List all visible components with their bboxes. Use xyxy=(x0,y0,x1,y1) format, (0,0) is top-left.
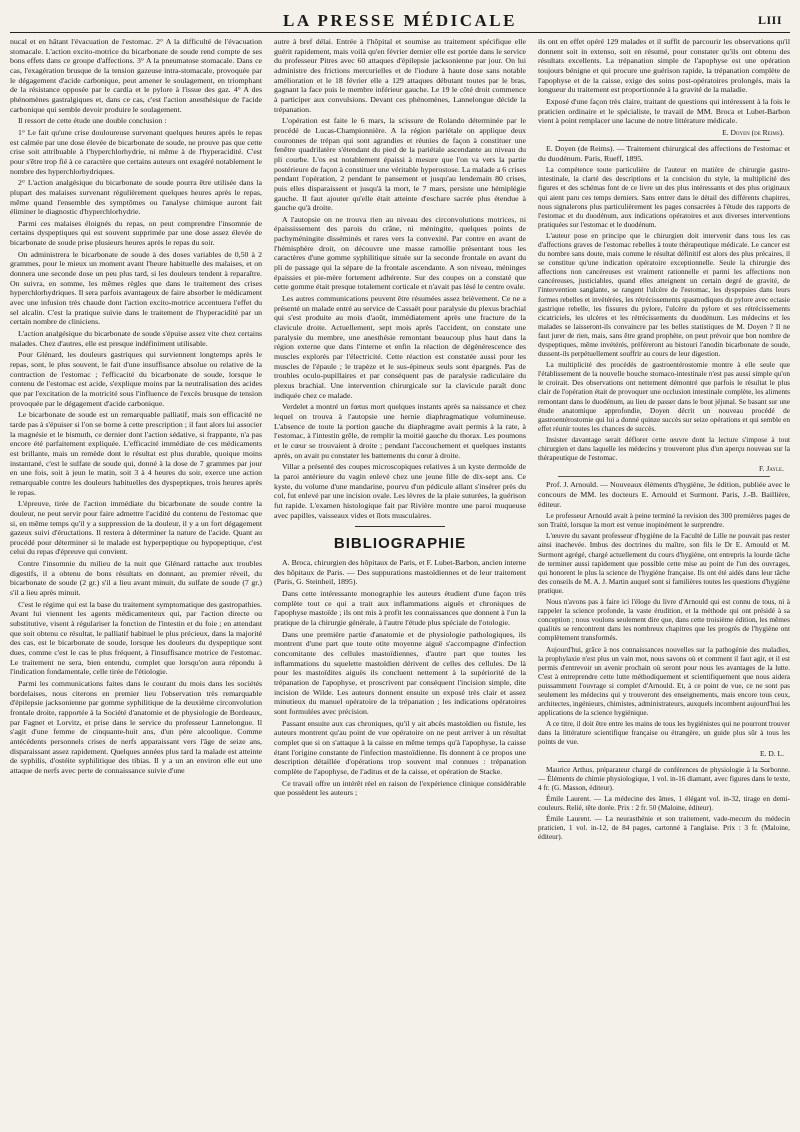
bibliography-heading: BIBLIOGRAPHIE xyxy=(333,535,467,553)
bibliography-entry-heading: Émile Laurent. — La neurasthénie et son traitement, vade-mecum du médecin praticien, 1 vol. in-12, de 84 pages, cartonné à l'anglaise. Prix : 3 fr. (Maloine, éditeur). xyxy=(538,814,790,842)
paragraph: Contre l'insomnie du milieu de la nuit que Glénard rattache aux troubles digestifs, il a obtenu de bons résultats en donnant, au premier réveil, du bicarbonate de soude (2 gr.) s'il a lieu avant minuit, du sulfate de soude (7 gr.) s'il a lieu après minuit. xyxy=(10,559,262,598)
paragraph: Les autres communications peuvent être résumées assez brièvement. Ce ne a présenté un malade entré au service de Cassaët pour paralysie du plexus brachial qui s'est produite au mois d'août, immédiatement après une fracture de la clavicule droite. Actuellement, sept mois après l'accident, on constate une paralysie du membre, une anesthésie remontant beaucoup plus haut dans la région externe que dans l'interne et enfin la réaction de dégénérescence des muscles explorés par l'électricité. Cette réaction est constatée aussi pour les muscles de l'épaule ; le trapèze et le sus-épineux seuls sont épargnés. Pas de troubles oculo-pupillaires et par conséquent pas de paralysie radiculaire du plexus brachial. Une intervention chirurgicale sur la clavicule paraît donc indiquée chez ce malade. xyxy=(274,294,526,400)
paragraph: C'est le régime qui est la base du traitement symptomatique des gastropathies. Avant lui viennent les agents médicamenteux qui, par l'action directe ou substitutive, visent à régulariser la fonction de l'intestin et du foie ; en attendant que soit obtenu ce résultat, le palliatif habituel le plus précieux, dans la majorité des cas, est le bicarbonate de soude, lorsque les douleurs du dyspeptique sont dues, comme c'est le cas le plus fréquent, à l'insuffisance motrice de l'estomac. Le traitement ne sera, bien entendu, complet que lorsqu'on aura répondu à l'indication fondamentale, celle tirée de l'étiologie. xyxy=(10,599,262,677)
paragraph: Il ressort de cette étude une double conclusion : xyxy=(18,116,167,126)
bibliography-entry-heading: Maurice Arthus, préparateur chargé de conférences de physiologie à la Sorbonne. — Éléments de chimie physiologique, 1 vol. in-16 diamant, avec figures dans le texte, 4 fr. (G. Masson, éditeur). xyxy=(538,764,790,792)
review-signature: E. D. L. xyxy=(760,748,784,758)
paragraph: L'œuvre du savant professeur d'hygiène de la Faculté de Lille ne pouvait pas rester ainsi inachevée. Imbus des doctrines du maître, son fils le Dr E. Arnould et M. Surmont agrégé, chargé actuellement du cours d'hygiène, ont entrepris la lourde tâche de terminer aussi rapidement que possible cette mise au point de l'un des ouvrages, qui honorent le plus la science de l'hygiène française. Ils ont été aidés dans leur tâche des conseils de M. A. J. Martin auquel sont si familières toutes les questions d'hygiène pratique. xyxy=(538,531,790,595)
three-column-body xyxy=(10,37,790,1125)
paragraph: Parmi les communications faites dans le courant du mois dans les sociétés bordelaises, nous citerons en premier lieu l'observation très remarquable d'épilepsie jacksonienne par gomme syphilitique de la deuxième circonvolution frontale droite, rapportée à la Société d'anatomie et de physiologie de Bordeaux, par Fagnet et Lorvitz, et prise dans le service du professeur Lannelongue. Il s'agit d'une femme de cinquante-huit ans, d'un père alcoolique. Comme antécédents personnels crises de nerfs apparaissant vers l'âge de seize ans, disparaissant assez rapidement. Quelques années plus tard la malade est atteinte de syphilis, d'ostéite syphilitique des tibias. Il y a un an environ elle eut une attaque de nerfs avec perte de connaissance suivie d'une xyxy=(10,679,262,775)
section-divider xyxy=(274,526,526,527)
entry-divider xyxy=(558,761,770,762)
bibliography-entry-heading: E. Doyen (de Reims). — Traitement chirurgical des affections de l'estomac et du duodénum. Paris, Rueff, 1895. xyxy=(538,143,790,163)
paragraph: Dans cette intéressante monographie les auteurs étudient d'une façon très complète tout ce qui a trait aux inflammations aiguës et chroniques de l'apophyse mastoïde ; ils ont mis à profit les connaissances que donnent à l'un la pratique de la chirurgie générale, à l'autre l'étude plus spéciale de l'otologie. xyxy=(274,589,526,628)
review-signature: F. Jayle. xyxy=(759,464,784,474)
review-signature: E. Doyen (de Reims). xyxy=(722,127,784,137)
paragraph: nucal et en hâtant l'évacuation de l'estomac. 2° A la difficulté de l'évacuation stomacale. L'action excito-motrice du bicarbonate de soude rend compte de ses bons effets dans ce groupe d'affections. 3° A la pneumatose stomacale. Dans ce cas, l'exagération brusque de la tension gazeuse intra-stomacale, provoquée par le dégagement d'acide carbonique, peut amener le soulagement, en triomphant de la résistance opposée par le cardia et le pylore à l'issue des gaz. 4° A des phénomènes gastralgiques et, dans ce cas, c'est l'action anesthésique de l'acide carbonique qui semble devoir produire le soulagement. xyxy=(10,37,262,114)
paragraph: Nous n'avons pas à faire ici l'éloge du livre d'Arnould qui est connu de tous, ni à rappeler la science profonde, la vaste érudition, et la méthode qui ont présidé à sa conception ; nous voulons seulement dire que, dans cette troisième édition, les mêmes qualités se rencontrent dans les nombreux chapitres que les progrès de l'hygiène ont complètement transformés. xyxy=(538,597,790,643)
paragraph: On administrera le bicarbonate de soude à des doses variables de 0,50 à 2 grammes, pour le mieux un moment avant l'heure habituelle des malaises, et on donnera une seconde dose un peu plus tard, si les douleurs tendent à reparaître. On suivra, en somme, les mêmes règles que dans le traitement des crises hyperchlorhydriques. Il sera parfois avantageux de faire absorber le médicament avec une infusion très chaude dont l'action excito-motrice accentuera l'effet du sel alcalin. C'est la pratique suivie dans le traitement de l'hyperacidité par un certain nombre de cliniciens. xyxy=(10,249,262,327)
entry-divider xyxy=(558,140,770,141)
entry-divider xyxy=(558,476,770,477)
paragraph: La compétence toute particulière de l'auteur en matière de chirurgie gastro-intestinale, la clarté des descriptions et la concision du style, la multiplicité des figures et des schémas font de ce livre un des plus intéressants et des plus originaux qui aient paru ces temps derniers. Sans entrer dans le détail des différents chapitres, nous signalerons plus particulièrement les pages consacrées à l'étude des rapports de l'estomac et du duodénum, aux indications opératoires et aux diverses interventions pratiquées sur l'estomac et le duodénum. xyxy=(538,165,790,229)
paragraph: Pour Glénard, les douleurs gastriques qui surviennent longtemps après le repas, sont, le plus souvent, le fait d'une insuffisance absolue ou relative de la contraction de l'estomac ; l'efficacité du bicarbonate de soude, lorsque le contenu de l'estomac est acide, s'explique moins par la neutralisation des acides que par l'excitation de la motricité sous l'influence de l'excès brusque de tension provoquée par le dégagement d'acide carbonique. xyxy=(10,350,262,408)
paragraph: L'épreuve, tirée de l'action immédiate du bicarbonate de soude contre la douleur, ne peut servir pour faire admettre l'acidité du contenu de l'estomac que si, en même temps qu'il y a suppression de la douleur, il y a un fort dégagement gazeux suivi d'éructations. Il restera à déterminer la nature de l'acide. Quant au procédé pour déterminer si le malade est hyperpeptique ou hypopeptique, c'est celui du repas d'épreuve qui convient. xyxy=(10,499,262,557)
paragraph: A ce titre, il doit être entre les mains de tous les hygiénistes qui ne pourront trouver dans la littérature scientifique française ou étrangère, un guide plus sûr à tous les points de vue. xyxy=(538,719,790,747)
paragraph: L'auteur pose en principe que le chirurgien doit intervenir dans tous les cas d'affections graves de l'estomac rebelles à toute thérapeutique médicale. Le cancer est du nombre sans doute, mais comme le résultat définitif est alors des plus précaires, il se constitue qu'une indication opératoire exceptionnelle. Seule la chirurgie des affections non cancéreuses est vraiment rationnelle et parmi les affections non cancéreuses, justiciables, quand elles atteignent un certain degré de gravité, de l'intervention sanglante, se rangent l'ulcère de l'estomac, les dyspepsies dans leurs formes rebelles et invétérées, les rétrécissements spasmodiques du pylore avec ectasie gastrique rebelle, les fissures du pylore, l'ulcère du pylore et ses rétrécissements cicatriciels, les ulcères et les rétrécissements du duodénum. Les médecins et les malades se laisseront-ils convaincre par les belles statistiques de M. Doyen ? Il ne faut jurer de rien, mais, sans être grand prophète, on peut prévoir que bon nombre de dyspeptiques, même invétérés, préféreront au bistouri l'anodin bicarbonate de soude, dussent-ils perpétuellement souffrir au cours de leur digestion. xyxy=(538,230,790,359)
bibliography-entry-heading: Prof. J. Arnould. — Nouveaux éléments d'hygiène, 3e édition, publiée avec le concours de MM. les docteurs E. Arnould et Surmont. Paris, J.-B. Baillière, éditeur. xyxy=(538,480,790,509)
column-left xyxy=(10,37,262,1125)
bibliography-entry-heading: A. Broca, chirurgien des hôpitaux de Paris, et F. Lubet-Barbon, ancien interne des hôpitaux de Paris. — Des suppurations mastoïdiennes et de leur traitement (Paris, G. Steinheil, 1895). xyxy=(274,558,526,587)
paragraph: A l'autopsie on ne trouva rien au niveau des circonvolutions motrices, ni épaississement des parois du crâne, ni méningite, quelques points de pachyméningite disséminés et rares vers la convexité. Par contre en avant de l'hémisphère droit, on découvre une masse ramollie présentant tous les caractères d'une gomme syphilitique située sur la seconde frontale en avant du pli de passage qui la sépare de la frontale ascendante. A son niveau, méninges épaissies et pie-mère fortement adhérente. Sur des coupes on a constaté que cette gomme était presque totalement corticale et n'avait pas lésé le centre ovale. xyxy=(274,214,526,292)
paragraph: L'opération est faite le 6 mars, la scissure de Rolando déterminée par le procédé de Lucas-Championnière. A la région pariétale on applique deux couronnes de trépan qui sont agrandies et réunies de façon à constituer une fenêtre quadrilatère s'étendant du pied de la pariétale ascendante au niveau du pli courbe. L'os est notablement épaissi à mesure que l'on va vers la partie postérieure de façon à constituer une véritable hyperostose. La malade a 6 crises pendant l'opération, 2 pendant le pansement et jusqu'au lendemain 80 crises, puis elles disparaissent et jusqu'à la mort, le 7 mars, persiste une hémiplégie gauche. Il faut ajouter qu'elle était atteinte d'eschare sacrée plus étendue à gauche qu'à droite. xyxy=(274,116,526,213)
page-header xyxy=(10,8,790,33)
paragraph: ils ont en effet opéré 129 malades et il suffit de parcourir les observations qu'il donnent soit in extenso, soit en résumé, pour constater qu'ils ont obtenu des résultats excellents. La trépanation simple de l'apophyse est une opération toujours bénigne et qui procure une guérison rapide, la trépanation complète de l'apophyse et de la caisse, exige des soins post-opératoires prolongés, mais la longueur du traitement est proportionnée à la gravité de la maladie. xyxy=(538,37,790,95)
paragraph: Dans une première partie d'anatomie et de physiologie pathologiques, ils montrent d'une part que toute otite moyenne aiguë s'accompagne d'infection concomitante des cellules mastoïdiennes, d'autre part que toutes les inflammations du squelette mastoïdien dérivent de celles des cellules. De là pour les mastoïdites aiguës ils concluent nettement à la supériorité de la trépanation de l'apophyse, et proscrivent par conséquent l'incision simple, dite incision de Wilde. Les auteurs donnent ensuite un exposé très clair et assez minutieux du manuel opératoire de la trépanation ; les indications opératoires sont formulées avec précision. xyxy=(274,629,526,716)
column-right xyxy=(538,37,790,1125)
paragraph: La multiplicité des procédés de gastroentérostomie montre à elle seule que l'établissement de la nouvelle bouche stomaco-intestinale n'est pas aussi simple qu'on le croirait. Des observations ont nettement démontré que parfois le résultat le plus clair de l'opération était de provoquer une occlusion intestinale complète, les aliments remontant dans le duodénum, au lieu de passer dans le bout jéjunal. Se basant sur une étude anatomique approfondie, Doyen décrit un nouveau procédé de gastroentérostomie qui lui a donné quinze succès sur seize opérations et qui semble en effet réunir toutes les chances de succès. xyxy=(538,360,790,433)
paragraph: Le bicarbonate de soude est un remarquable palliatif, mais son efficacité ne tarde pas à s'épuiser si l'on se borne à cette prescription ; il faut alors lui associer la magnésie et le bismuth, ce dernier dont l'action sédative, si frappante, n'a pas encore été parfaitement expliquée. L'efficacité immédiate de ces médicaments est brillante, mais un remède dont le résultat est plus durable, quoique moins instantané, c'est le sulfate de soude qui, donné à la dose de 7 grammes par jour en une fois, soit à jeun le matin, soit 3 à 4 heures du soir, exerce une action remarquable contre les douleurs habituelles des dyspeptiques, trois heures après le repas. xyxy=(10,410,262,497)
paragraph: Ce travail offre un intérêt réel en raison de l'expérience clinique considérable que possèdent les auteurs ; xyxy=(274,778,526,798)
paragraph: Aujourd'hui, grâce à nos connaissances nouvelles sur la pathogénie des maladies, la prophylaxie n'est plus un vain mot, nous savons où et comment il faut agir, et il est permis d'entrevoir un avenir prochain où seront pour nous les avantages de la lutte. C'est à entreprendre cette lutte méthodiquement et scientifiquement que nous aidera puissamment l'ouvrage si complet d'Arnould. Et, à ce point de vue, ce ne sont pas seulement les médecins qui y trouveront des enseignements, mais encore tous ceux, architectes, ingénieurs, chimistes, administrateurs, auxquels incombent aujourd'hui les applications de la science hygiénique. xyxy=(538,644,790,718)
paragraph: Insister davantage serait déflorer cette œuvre dont la lecture s'impose à tout chirurgien et dans laquelle les médecins y trouveront plus d'un aperçu nouveau sur la thérapeutique de l'estomac. xyxy=(538,434,790,463)
journal-title: LA PRESSE MÉDICALE xyxy=(283,11,517,30)
paragraph: L'action analgésique du bicarbonate de soude s'épuise assez vite chez certains malades. Chez d'autres, elle est presque indéfiniment utilisable. xyxy=(10,329,262,348)
column-middle xyxy=(274,37,526,1125)
paragraph: Verdelet a montré un fœtus mort quelques instants après sa naissance et chez lequel on trouva à l'autopsie une hernie diaphragmatique volumineuse. L'absence de toute la portion gauche du diaphragme avait permis à la rate, à l'estomac, à l'intestin grêle, de remplir la moitié gauche du thorax. Les poumons et le cœur se trouvaient à droite ; pendant l'accouchement et quelques instants après, on avait pu constater les battements du cœur à droite. xyxy=(274,402,526,460)
paragraph: Villar a présenté des coupes microscopiques relatives à un kyste dermoïde de la paroi antérieure du vagin enlevé chez une jeune fille de dix-sept ans. Ce kyste, du volume d'une mandarine, pourvu d'un pédicule allant s'insérer près du col, fut enlevé par une incision ovale. Les lèvres de la plaie suturées, la guérison fut rapide. L'examen histologique fait par Rivière montre une paroi muqueuse avec papilles, vaisseaux vides et îlots musculaires. xyxy=(274,462,526,520)
paragraph: 2° L'action analgésique du bicarbonate de soude pourra être utilisée dans la plupart des malaises survenant régulièrement quelques heures après le repas, même quand l'ensemble des symptômes ou l'analyse chimique auront fait éliminer le diagnostic d'hyperchlorhydrie. xyxy=(10,178,262,217)
paragraph: Le professeur Arnould avait à peine terminé la revision des 300 premières pages de son Traité, lorsque la mort est venue inopinément le surprendre. xyxy=(538,511,790,530)
paragraph: autre à bref délai. Entrée à l'hôpital et soumise au traitement spécifique elle guérit rapidement, mais voilà qu'en février dernier elle est portée dans le service du professeur Pitres avec 60 attaques d'épilepsie jacksonienne par jour. On lui administre des frictions mercurielles et de l'iodure à haute dose sans notable amélioration et le 18 février elle a 129 attaques débutant toutes par le bras, gagnant la face puis le membre inférieur gauche. Le 19 le côté droit commence à participer aux convulsions. Devant ces phénomènes, Lannelongue décide la trépanation. xyxy=(274,37,526,114)
page-number: LIII xyxy=(757,13,782,27)
paragraph: Parmi ces malaises éloignés du repas, on peut comprendre l'insomnie de certains dyspeptiques qui est souvent supprimée par une dose assez élevée de bicarbonate de soude prise plusieurs heures après le repas du soir. xyxy=(10,218,262,248)
paragraph: 1° Le fait qu'une crise douloureuse survenant quelques heures après le repas est calmée par une dose élevée de bicarbonate de soude, ne prouve pas que cette crise soit attribuable à l'hyperchlorhydrie, ni même à de l'hyperacidité. C'est pour s'être trop fié à ce caractère que certains auteurs ont exagéré notablement le nombre des hyperchlorhydriques. xyxy=(10,127,262,176)
paragraph: Exposé d'une façon très claire, traitant de questions qui intéressent à la fois le praticien ordinaire et le spécialiste, le travail de MM. Broca et Lubet-Barbon vient à point remplacer une lacune de notre littérature médicale. xyxy=(538,96,790,126)
bibliography-entry-heading: Émile Laurent. — La médecine des âmes, 1 élégant vol. in-32, tirage en demi-couleurs. Relié, tête dorée. Prix : 2 fr. 50 (Maloine, éditeur). xyxy=(538,793,790,812)
paragraph: Passant ensuite aux cas chroniques, qu'il y ait abcès mastoïdien ou fistule, les auteurs montrent qu'au point de vue opératoire on ne peut arriver à un résultat complet que si on s'attaque à la caisse en même temps qu'à l'apophyse, la caisse étant l'origine constante de l'infection mastoïdienne. Ils donnent à ce propos une description détaillée d'opérations trop souvent mal connues : trépanation complète de l'apophyse, de l'aditus et de la caisse, et opération de Stacke. xyxy=(274,718,526,776)
